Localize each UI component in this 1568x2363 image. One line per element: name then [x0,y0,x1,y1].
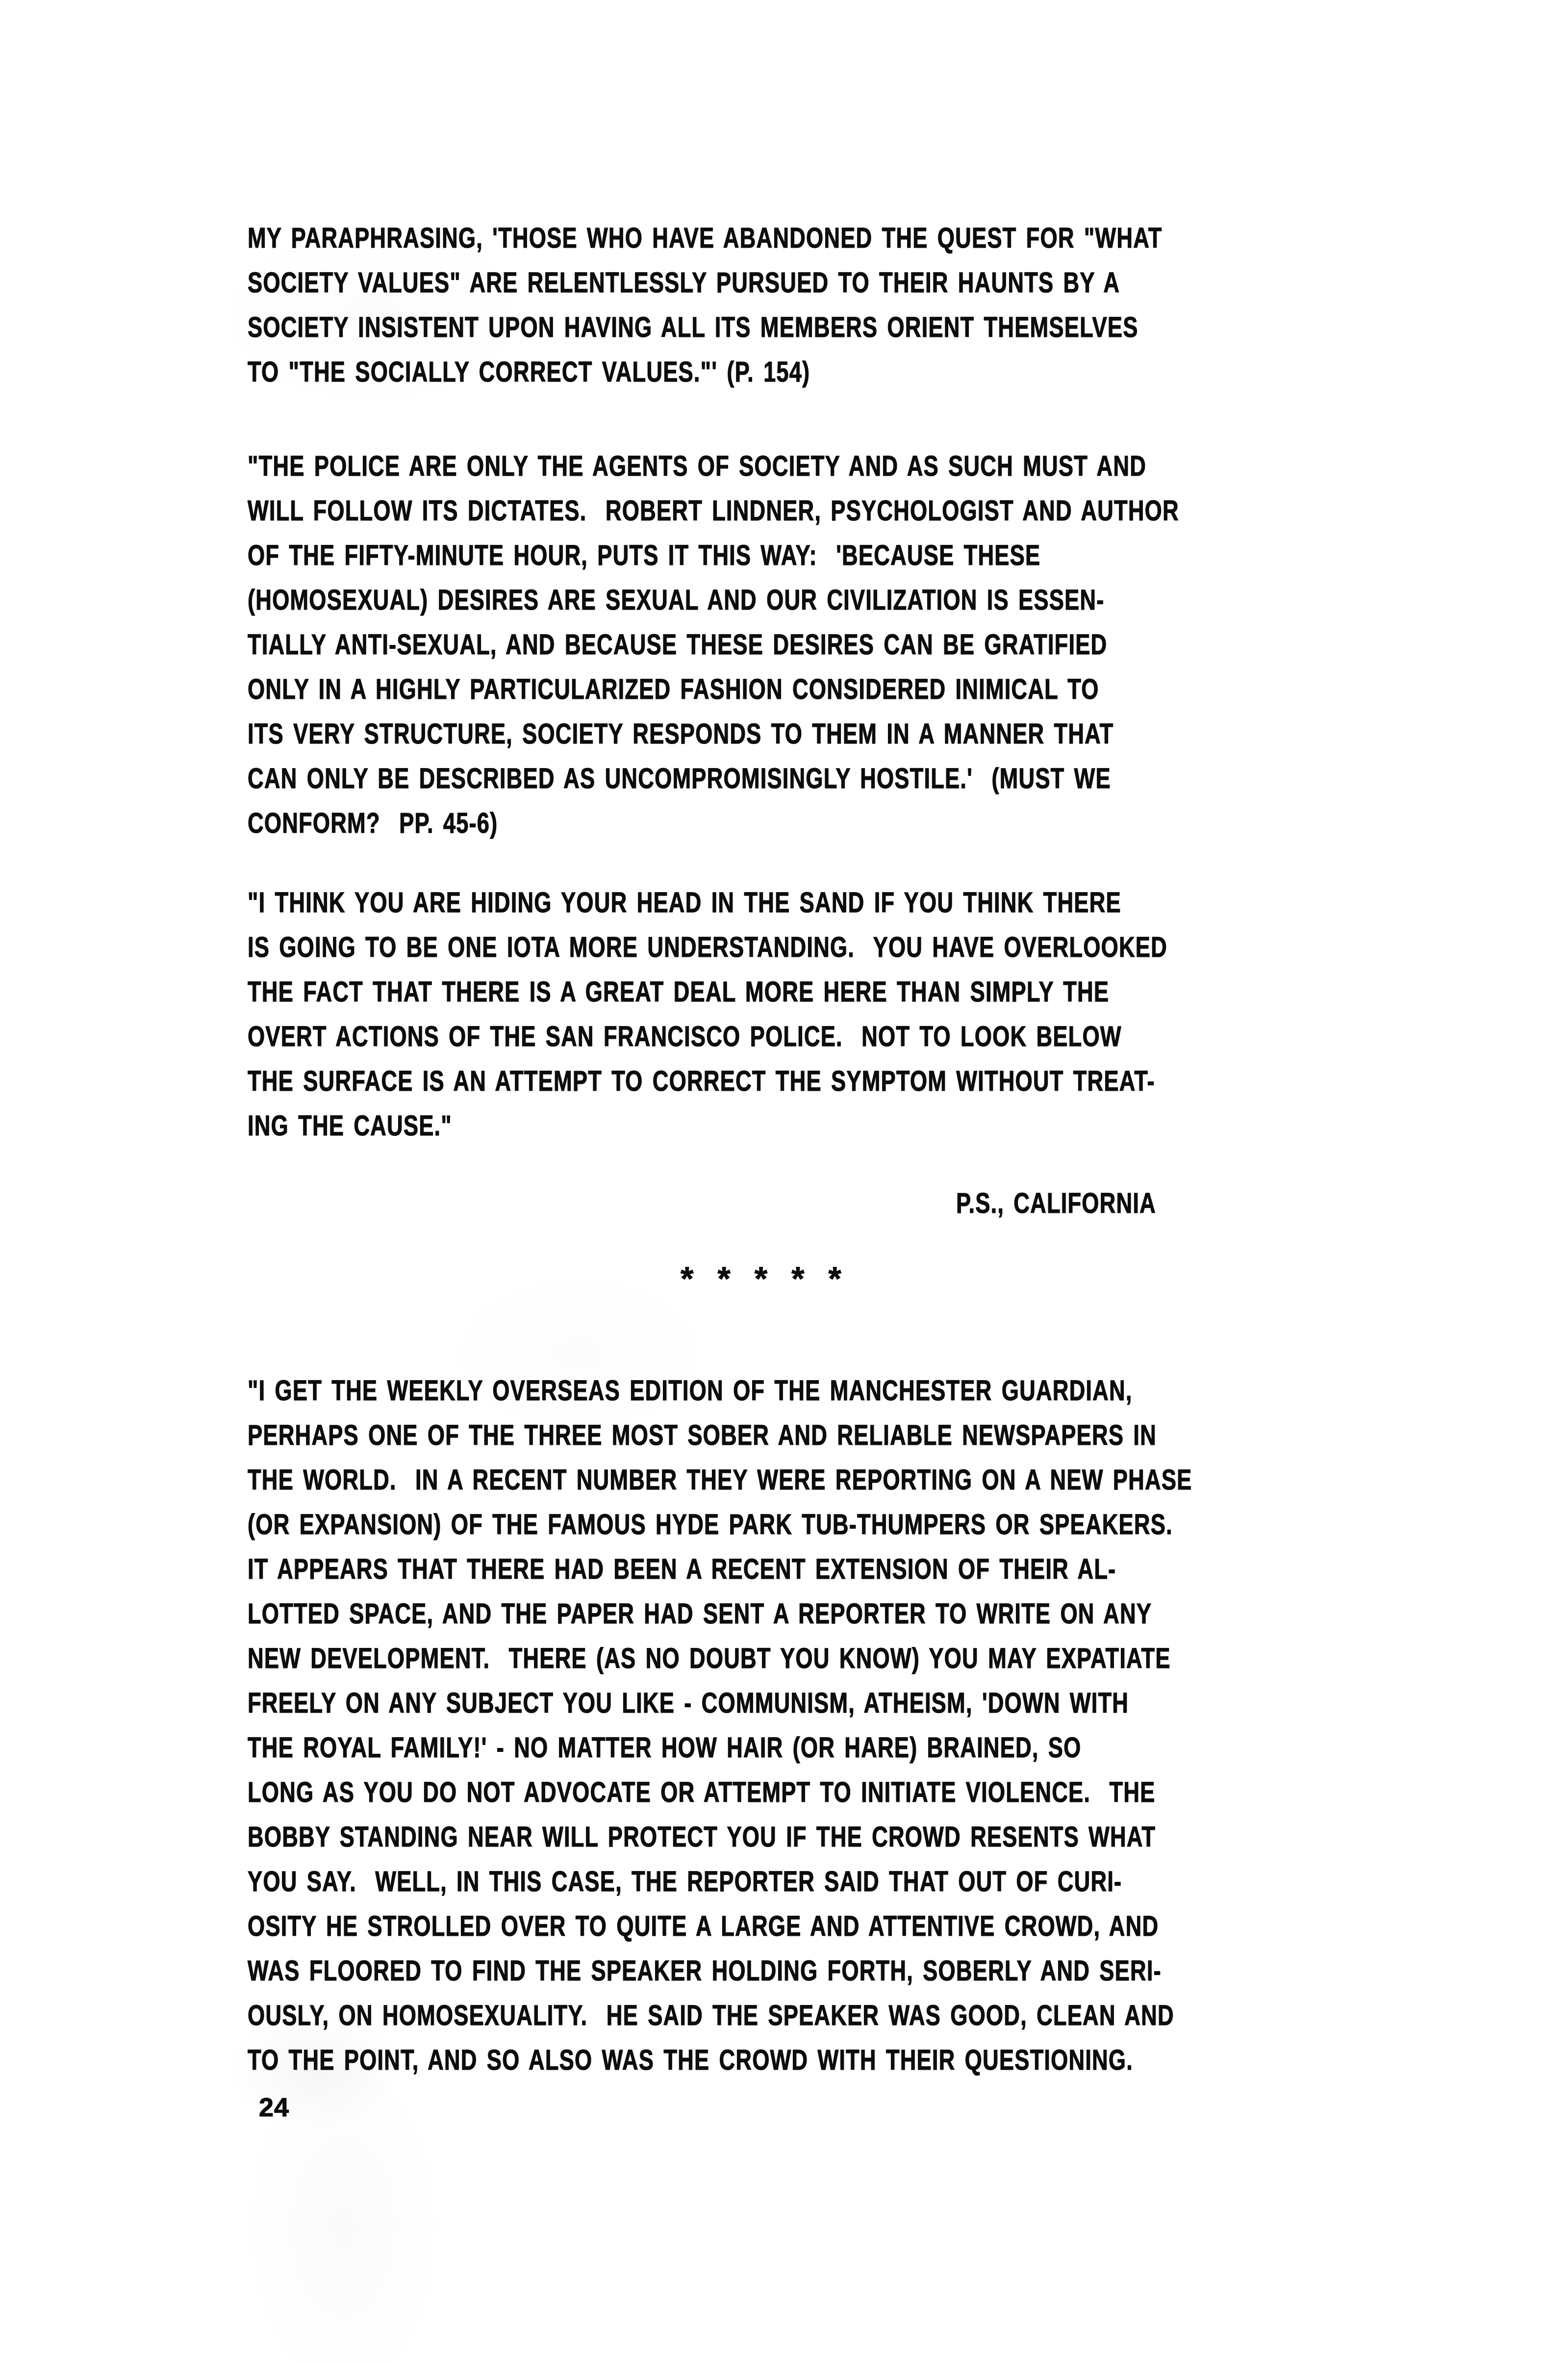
text-line: SOCIETY VALUES" ARE RELENTLESSLY PURSUED TO THEIR HAUNTS BY A [248,267,1120,299]
text-line: OF THE FIFTY-MINUTE HOUR, PUTS IT THIS WAY: 'BECAUSE THESE [248,539,1041,571]
text-line: THE SURFACE IS AN ATTEMPT TO CORRECT THE SYMPTOM WITHOUT TREAT- [248,1065,1155,1097]
text-line: THE ROYAL FAMILY!' - NO MATTER HOW HAIR (OR HARE) BRAINED, SO [248,1732,1082,1764]
text-line: (OR EXPANSION) OF THE FAMOUS HYDE PARK TUB-THUMPERS OR SPEAKERS. [248,1509,1173,1541]
text-line: WILL FOLLOW ITS DICTATES. ROBERT LINDNER, PSYCHOLOGIST AND AUTHOR [248,495,1179,527]
text-line: ITS VERY STRUCTURE, SOCIETY RESPONDS TO THEM IN A MANNER THAT [248,718,1114,750]
text-line: MY PARAPHRASING, 'THOSE WHO HAVE ABANDONED THE QUEST FOR "WHAT [248,222,1163,254]
text-line: LONG AS YOU DO NOT ADVOCATE OR ATTEMPT TO INITIATE VIOLENCE. THE [248,1776,1156,1808]
text-line: OVERT ACTIONS OF THE SAN FRANCISCO POLICE. NOT TO LOOK BELOW [248,1021,1122,1053]
text-line: BOBBY STANDING NEAR WILL PROTECT YOU IF THE CROWD RESENTS WHAT [248,1821,1156,1853]
text-line: TIALLY ANTI-SEXUAL, AND BECAUSE THESE DESIRES CAN BE GRATIFIED [248,629,1108,661]
page-number: 24 [259,2093,290,2122]
text-line: (HOMOSEXUAL) DESIRES ARE SEXUAL AND OUR CIVILIZATION IS ESSEN- [248,584,1105,616]
text-line: ONLY IN A HIGHLY PARTICULARIZED FASHION CONSIDERED INIMICAL TO [248,673,1099,705]
text-line: TO "THE SOCIALLY CORRECT VALUES."' (P. 154) [248,356,810,388]
text-line: "I THINK YOU ARE HIDING YOUR HEAD IN THE SAND IF YOU THINK THERE [248,887,1121,919]
text-line: NEW DEVELOPMENT. THERE (AS NO DOUBT YOU KNOW) YOU MAY EXPATIATE [248,1643,1171,1674]
text-line: ING THE CAUSE." [248,1110,452,1142]
text-line: THE WORLD. IN A RECENT NUMBER THEY WERE REPORTING ON A NEW PHASE [248,1464,1192,1496]
text-line: WAS FLOORED TO FIND THE SPEAKER HOLDING FORTH, SOBERLY AND SERI- [248,1955,1162,1987]
letter-signature [956,1181,1213,1226]
text-line: THE FACT THAT THERE IS A GREAT DEAL MORE HERE THAN SIMPLY THE [248,976,1110,1008]
section-separator-asterisks: * * * * * [681,1260,843,1297]
text-line: YOU SAY. WELL, IN THIS CASE, THE REPORTER SAID THAT OUT OF CURI- [248,1866,1122,1898]
text-line: LOTTED SPACE, AND THE PAPER HAD SENT A REPORTER TO WRITE ON ANY [248,1598,1152,1630]
text-line: SOCIETY INSISTENT UPON HAVING ALL ITS MEMBERS ORIENT THEMSELVES [248,311,1138,343]
text-line: "I GET THE WEEKLY OVERSEAS EDITION OF THE MANCHESTER GUARDIAN, [248,1375,1133,1407]
text-line: IS GOING TO BE ONE IOTA MORE UNDERSTANDING. YOU HAVE OVERLOOKED [248,931,1167,963]
letter-paragraph [248,444,1375,846]
text-line: IT APPEARS THAT THERE HAD BEEN A RECENT EXTENSION OF THEIR AL- [248,1553,1116,1585]
letter-paragraph [248,1368,1375,2082]
signature-text: P.S., CALIFORNIA [956,1187,1156,1219]
text-line: TO THE POINT, AND SO ALSO WAS THE CROWD WITH THEIR QUESTIONING. [248,2044,1134,2076]
letter-paragraph [248,880,1375,1148]
text-line: CAN ONLY BE DESCRIBED AS UNCOMPROMISINGLY HOSTILE.' (MUST WE [248,763,1111,795]
text-line: "THE POLICE ARE ONLY THE AGENTS OF SOCIETY AND AS SUCH MUST AND [248,450,1147,482]
text-line: FREELY ON ANY SUBJECT YOU LIKE - COMMUNISM, ATHEISM, 'DOWN WITH [248,1687,1129,1719]
text-line: OUSLY, ON HOMOSEXUALITY. HE SAID THE SPEAKER WAS GOOD, CLEAN AND [248,2000,1174,2031]
letter-paragraph [248,216,1375,394]
text-line: CONFORM? PP. 45-6) [248,807,498,839]
text-line: PERHAPS ONE OF THE THREE MOST SOBER AND RELIABLE NEWSPAPERS IN [248,1419,1157,1451]
text-line: OSITY HE STROLLED OVER TO QUITE A LARGE AND ATTENTIVE CROWD, AND [248,1910,1159,1942]
